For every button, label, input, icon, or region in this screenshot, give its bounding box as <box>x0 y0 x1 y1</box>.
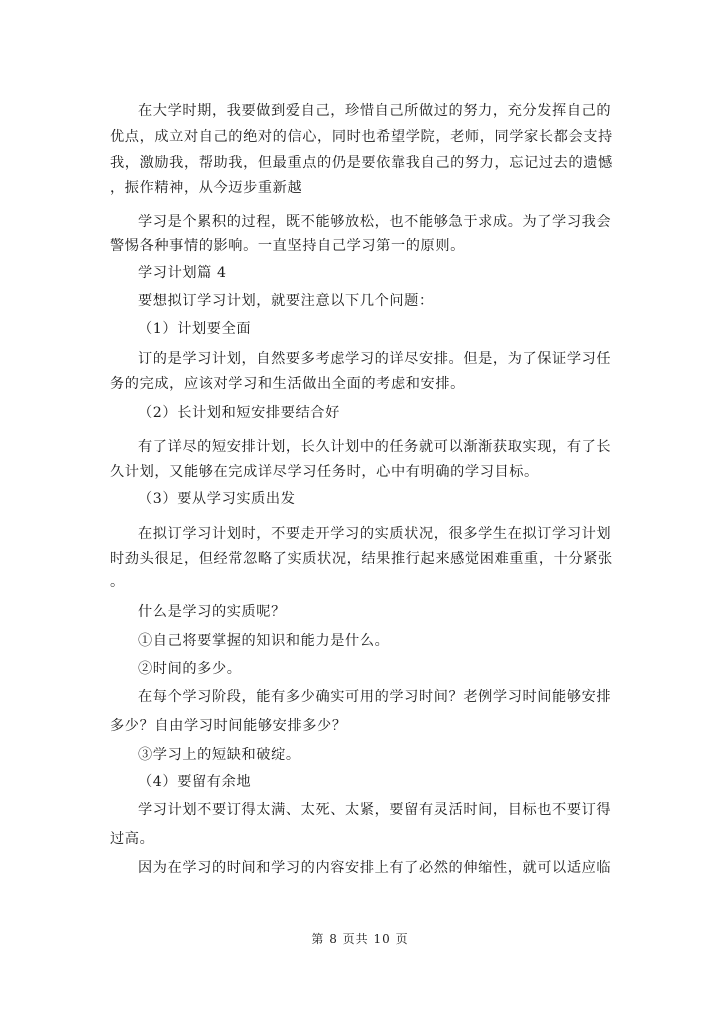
list-item: ②时间的多少。 <box>138 661 242 677</box>
paragraph-line: 务的完成，应该对学习和生活做出全面的考虑和安排。 <box>110 376 465 392</box>
paragraph-line: 时劲头很足，但经常忽略了实质状况，结果推行起来感觉困难重重，十分紧张 <box>110 551 613 567</box>
paragraph-line: 我，激励我，帮助我，但最重点的仍是要依靠我自己的努力，忘记过去的遗憾 <box>110 155 613 171</box>
list-item: ①自己将要掌握的知识和能力是什么。 <box>138 633 390 649</box>
paragraph-line: 。 <box>110 574 125 590</box>
paragraph-line: 因为在学习的时间和学习的内容安排上有了必然的伸缩性，就可以适应临 <box>138 860 612 876</box>
paragraph-line: 优点，成立对自己的绝对的信心，同时也希望学院，老师，同学家长都会支持 <box>110 129 613 145</box>
paragraph-line: 订的是学习计划，自然要多考虑学习的详尽安排。但是，为了保证学习任 <box>138 351 612 367</box>
paragraph-line: 要想拟订学习计划，就要注意以下几个问题： <box>138 293 434 309</box>
page-number-footer: 第 8 页共 10 页 <box>311 932 409 946</box>
list-heading: （1）计划要全面 <box>138 321 252 337</box>
paragraph-line: 警惕各种事情的影响。一直坚持自己学习第一的原则。 <box>110 238 465 254</box>
list-heading: （4）要留有余地 <box>138 774 252 790</box>
paragraph-line: 在拟订学习计划时，不要走开学习的实质状况，很多学生在拟订学习计划 <box>138 526 612 542</box>
paragraph-line: 有了详尽的短安排计划，长久计划中的任务就可以渐渐获取实现，有了长 <box>138 439 612 455</box>
paragraph-line: 什么是学习的实质呢？ <box>138 604 286 620</box>
paragraph-line: 学习计划不要订得太满、太死、太紧，要留有灵活时间，目标也不要订得 <box>138 802 612 818</box>
paragraph-line: 学习是个累积的过程，既不能够放松，也不能够急于求成。为了学习我会 <box>138 214 612 230</box>
list-heading: （2）长计划和短安排要结合好 <box>138 405 340 421</box>
paragraph-line: 多少？自由学习时间能够安排多少？ <box>110 718 347 734</box>
paragraph-line: 过高。 <box>110 831 155 847</box>
paragraph-line: 在每个学习阶段，能有多少确实可用的学习时间？老例学习时间能够安排 <box>138 689 612 705</box>
paragraph-line: ，振作精神，从今迈步重新越 <box>110 180 303 196</box>
section-heading: 学习计划篇 4 <box>138 265 227 281</box>
paragraph-line: 在大学时期，我要做到爱自己，珍惜自己所做过的努力，充分发挥自己的 <box>138 103 612 119</box>
list-heading: （3）要从学习实质出发 <box>138 491 296 507</box>
list-item: ③学习上的短缺和破绽。 <box>138 747 301 763</box>
paragraph-line: 久计划，又能够在完成详尽学习任务时，心中有明确的学习目标。 <box>110 464 539 480</box>
